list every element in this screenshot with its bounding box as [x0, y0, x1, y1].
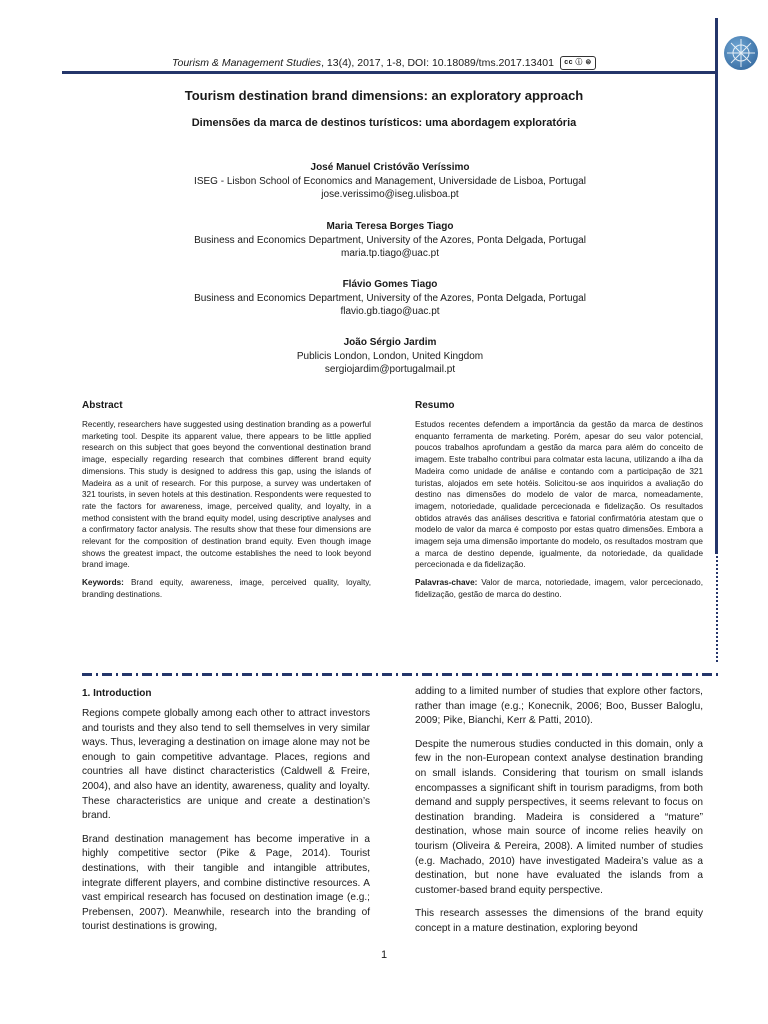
body-column-right	[415, 685, 703, 946]
author-name: Maria Teresa Borges Tiago	[326, 221, 454, 232]
section-heading: 1. Introduction	[82, 688, 152, 699]
citation-line	[0, 56, 768, 70]
citation-details: , 13(4), 2017, 1-8, DOI: 10.18089/tms.2017.13401	[321, 56, 554, 69]
author-email: jose.verissimo@iseg.ulisboa.pt	[321, 189, 459, 200]
paper-subtitle: Dimensões da marca de destinos turísticos: uma abordagem exploratória	[191, 117, 577, 129]
body-paragraph: Regions compete globally among each other to attract investors and tourists and they also tend to sell themselves in very similar ways. Thus, leveraging a destination on image alone may not be enough to gain competitive advantage. Places, regions and countries all have distinct characteristics (Caldwell & Freire, 2004), and also have an identity, awareness, quality and loyalty. These characteristics are unique and create a destination’s brand.	[82, 708, 370, 822]
author-block	[0, 161, 768, 202]
author-affiliation: Publicis London, London, United Kingdom	[296, 350, 484, 362]
author-block	[0, 278, 768, 319]
abstract-text-block	[82, 419, 371, 601]
abstract-keywords	[82, 577, 371, 600]
body-paragraph: This research assesses the dimensions of the brand equity concept in a mature destination, exploring beyond	[415, 908, 703, 934]
resumo-keywords	[415, 577, 703, 600]
body-paragraph: adding to a limited number of studies that explore other factors, rather than image (e.g.; Konecnik, 2006; Boo, Busser Baloglu, 2009; Pike, Bianchi, Kerr & Patti, 2010).	[415, 686, 703, 727]
author-name: Flávio Gomes Tiago	[342, 279, 438, 290]
abstract-heading: Abstract	[82, 400, 123, 411]
keywords-label: Keywords:	[82, 578, 124, 588]
section-separator	[82, 673, 718, 676]
author-affiliation: ISEG - Lisbon School of Economics and Management, Universidade de Lisboa, Portugal	[194, 175, 586, 187]
resumo-text: Estudos recentes defendem a importância da gestão da marca de destinos enquanto ferramenta de marketing. Porém, apesar do seu valor potencial, poucos trabalhos aprofundam a gestão da marca para além do conceito de imagem. Este trabalho contribui para colmatar esta lacuna, utilizando a ilha da Madeira como unidade de análise e contando com a participação de 321 turistas, alojados em sete hotéis. Solicitou-se aos inquiridos a avaliação do destino nas dimensões do modelo de valor de marca, nomeadamente, imagem, notoriedade, qualidade percecionada e fidelização. Os resultados obtidos através das análises descritiva e fatorial confirmatória atestam que o modelo de valor da marca é composto por estas quatro dimensões. Embora a imagem seja uma dimensão importante do modelo, os resultados mostram que a marca de destino depende, igualmente, da notoriedade, da qualidade percecionada e da fidelização.	[415, 420, 703, 570]
author-email: sergiojardim@portugalmail.pt	[324, 364, 456, 375]
palavras-chave-list: Valor de marca, notoriedade, imagem, valor percecionado, fidelização, gestão de marca do destino.	[415, 578, 703, 599]
margin-dotted-rule	[716, 556, 718, 664]
abstract-text: Recently, researchers have suggested using destination branding as a powerful marketing tool. Despite its apparent value, there appears to be little applied research on this subject that goes beyond the conventional destination brand image, especially regarding research that combines different brand equity dimensions. This study is designed to address this gap, using the islands of Madeira as a unit of research. For this purpose, a survey was undertaken of 321 tourists, in seven hotels at this destination. Respondents were requested to rate the factors for awareness, image, perceived quality, and loyalty, in a method consistent with the brand equity model, using descriptive analyses and a confirmatory factor analysis. The results show that these four dimensions are relevant for the composition of destination brand equity. Even though image shows the greatest impact, the outcome establishes the need to look beyond brand image.	[82, 420, 371, 570]
palavras-chave-label: Palavras-chave:	[415, 578, 478, 588]
paper-title: Tourism destination brand dimensions: an exploratory approach	[184, 88, 584, 103]
body-column-left	[82, 707, 370, 944]
resumo-text-block	[415, 419, 703, 601]
body-paragraph: Despite the numerous studies conducted in this domain, only a few in the non-European context analyse destination branding on small islands. Considering that tourism on small islands encompasses a significant shift in tourism paradigms, from both demand and supply perspectives, it seems relevant to focus on destination branding. Madeira is considered a “mature” destination, whose main source of income relies heavily on tourism (Oliveira & Pereira, 2008). A limited number of studies (e.g. Machado, 2010) have investigated Madeira’s value as a destination, but none have evaluated the islands from a customer-based brand equity perspective.	[415, 738, 703, 896]
author-block	[0, 336, 768, 377]
keywords-list: Brand equity, awareness, image, perceived quality, loyalty, branding destinations.	[82, 578, 371, 599]
journal-name: Tourism & Management Studies	[172, 56, 322, 69]
license-badge: cc ⓘ ⊜	[560, 56, 596, 70]
page-number: 1	[380, 949, 388, 961]
author-email: maria.tp.tiago@uac.pt	[341, 248, 439, 259]
resumo-heading: Resumo	[415, 400, 455, 411]
author-affiliation: Business and Economics Department, University of the Azores, Ponta Delgada, Portugal	[194, 234, 586, 246]
header-rule	[62, 71, 715, 74]
body-paragraph: Brand destination management has become imperative in a highly competitive sector (Pike & Page, 2014). Tourist destinations, with their tangible and intangible attributes, integrate different players, and combine distinctive resources. A vast empirical research has focused on destination image (e.g.; Prebensen, 2007). Meanwhile, research into the branding of tourist destinations is growing,	[82, 833, 370, 933]
author-name: José Manuel Cristóvão Veríssimo	[310, 162, 470, 173]
author-affiliation: Business and Economics Department, University of the Azores, Ponta Delgada, Portugal	[194, 292, 586, 304]
author-email: flavio.gb.tiago@uac.pt	[340, 306, 440, 317]
author-name: João Sérgio Jardim	[343, 337, 437, 348]
author-block	[0, 220, 768, 261]
